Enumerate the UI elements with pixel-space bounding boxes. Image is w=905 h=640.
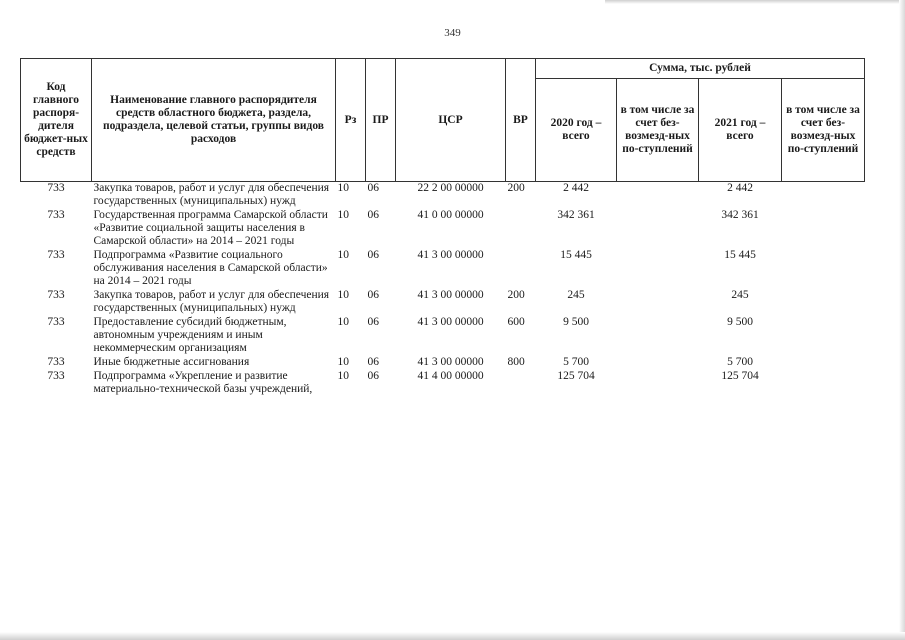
header-csr: ЦСР: [396, 59, 506, 182]
cell-sum-2020: 5 700: [563, 356, 589, 368]
cell-rz: 10: [337, 356, 349, 368]
header-code: Код главного распоря-дителя бюджет-ных средств: [21, 59, 92, 182]
cell-free-2020: [617, 249, 699, 289]
header-name: Наименование главного распорядителя средств областного бюджета, раздела, подраздела, целевой статьи, группы видов расходов: [92, 59, 336, 182]
table-row: [21, 289, 865, 316]
cell-name: Государственная программа Самарской области «Развитие социальной защиты населения в Самарской области» на 2014 – 2021 годы: [93, 209, 328, 247]
cell-pr: 06: [367, 316, 379, 328]
header-pr: ПР: [366, 59, 396, 182]
cell-vr: 200: [507, 289, 525, 301]
cell-csr: 41 0 00 00000: [417, 209, 484, 221]
cell-name: Закупка товаров, работ и услуг для обеспечения государственных (муниципальных) нужд: [93, 289, 330, 314]
cell-rz: 10: [337, 316, 349, 328]
cell-pr: 06: [367, 249, 379, 261]
cell-free-2020: [617, 316, 699, 356]
cell-rz: 10: [337, 209, 349, 221]
cell-vr: 200: [507, 182, 525, 194]
cell-free-2020: [617, 209, 699, 249]
cell-free-2020: [617, 356, 699, 370]
cell-pr: 06: [367, 289, 379, 301]
cell-sum-2020: 15 445: [560, 249, 592, 261]
cell-name: Подпрограмма «Развитие социального обслуживания населения в Самарской области» на 2014 – 2021 годы: [93, 249, 328, 287]
cell-vr: [506, 209, 536, 249]
cell-sum-2021: 342 361: [721, 209, 759, 221]
budget-table: [20, 58, 865, 397]
cell-sum-2021: 15 445: [724, 249, 756, 261]
cell-free-2021: [782, 249, 865, 289]
cell-sum-2021: 9 500: [727, 316, 753, 328]
cell-vr: 800: [507, 356, 525, 368]
cell-vr: 600: [507, 316, 525, 328]
cell-vr: [506, 370, 536, 397]
cell-free-2021: [782, 209, 865, 249]
cell-rz: 10: [337, 289, 349, 301]
header-2020-total: 2020 год – всего: [536, 79, 617, 182]
header-rz: Рз: [336, 59, 366, 182]
table-row: [21, 370, 865, 397]
cell-code: 733: [47, 289, 65, 301]
cell-code: 733: [47, 370, 65, 382]
cell-sum-2021: 5 700: [727, 356, 753, 368]
cell-csr: 41 3 00 00000: [417, 249, 484, 261]
cell-rz: 10: [337, 249, 349, 261]
cell-free-2020: [617, 289, 699, 316]
table-row: [21, 182, 865, 210]
cell-csr: 22 2 00 00000: [417, 182, 484, 194]
cell-free-2021: [782, 316, 865, 356]
cell-pr: 06: [367, 370, 379, 382]
header-sum-group: Сумма, тыс. рублей: [536, 59, 865, 79]
cell-csr: 41 3 00 00000: [417, 356, 484, 368]
header-2021-total: 2021 год – всего: [699, 79, 782, 182]
cell-sum-2020: 342 361: [557, 209, 595, 221]
cell-rz: 10: [337, 182, 349, 194]
scan-edge-bottom: [0, 632, 905, 640]
cell-free-2021: [782, 289, 865, 316]
cell-code: 733: [47, 209, 65, 221]
table-row: [21, 249, 865, 289]
cell-sum-2021: 245: [731, 289, 749, 301]
cell-name: Подпрограмма «Укрепление и развитие материально-технической базы учреждений,: [93, 370, 313, 395]
table-row: [21, 209, 865, 249]
cell-name: Предоставление субсидий бюджетным, автономным учреждениям и иным некоммерческим организациям: [93, 316, 287, 354]
table-row: [21, 316, 865, 356]
cell-csr: 41 3 00 00000: [417, 289, 484, 301]
header-2020-gratuitous: в том числе за счет без-возмезд-ных по-ступлений: [617, 79, 699, 182]
page-number: 349: [444, 27, 461, 39]
cell-csr: 41 3 00 00000: [417, 316, 484, 328]
cell-sum-2020: 9 500: [563, 316, 589, 328]
cell-pr: 06: [367, 182, 379, 194]
cell-name: Закупка товаров, работ и услуг для обеспечения государственных (муниципальных) нужд: [93, 182, 330, 207]
cell-free-2021: [782, 356, 865, 370]
cell-free-2020: [617, 370, 699, 397]
header-vr: ВР: [506, 59, 536, 182]
scan-edge-right: [899, 0, 905, 640]
header-2021-gratuitous: в том числе за счет без-возмезд-ных по-ступлений: [782, 79, 865, 182]
cell-free-2021: [782, 182, 865, 210]
cell-code: 733: [47, 249, 65, 261]
cell-code: 733: [47, 316, 65, 328]
cell-sum-2020: 125 704: [557, 370, 595, 382]
cell-pr: 06: [367, 356, 379, 368]
cell-vr: [506, 249, 536, 289]
cell-sum-2021: 125 704: [721, 370, 759, 382]
cell-code: 733: [47, 356, 65, 368]
cell-code: 733: [47, 182, 65, 194]
scan-edge-top: [605, 0, 905, 4]
cell-name: Иные бюджетные ассигнования: [93, 356, 250, 368]
cell-csr: 41 4 00 00000: [417, 370, 484, 382]
cell-rz: 10: [337, 370, 349, 382]
cell-sum-2020: 2 442: [563, 182, 589, 194]
cell-sum-2021: 2 442: [727, 182, 753, 194]
cell-free-2020: [617, 182, 699, 210]
cell-free-2021: [782, 370, 865, 397]
table-row: [21, 356, 865, 370]
cell-sum-2020: 245: [567, 289, 585, 301]
cell-pr: 06: [367, 209, 379, 221]
